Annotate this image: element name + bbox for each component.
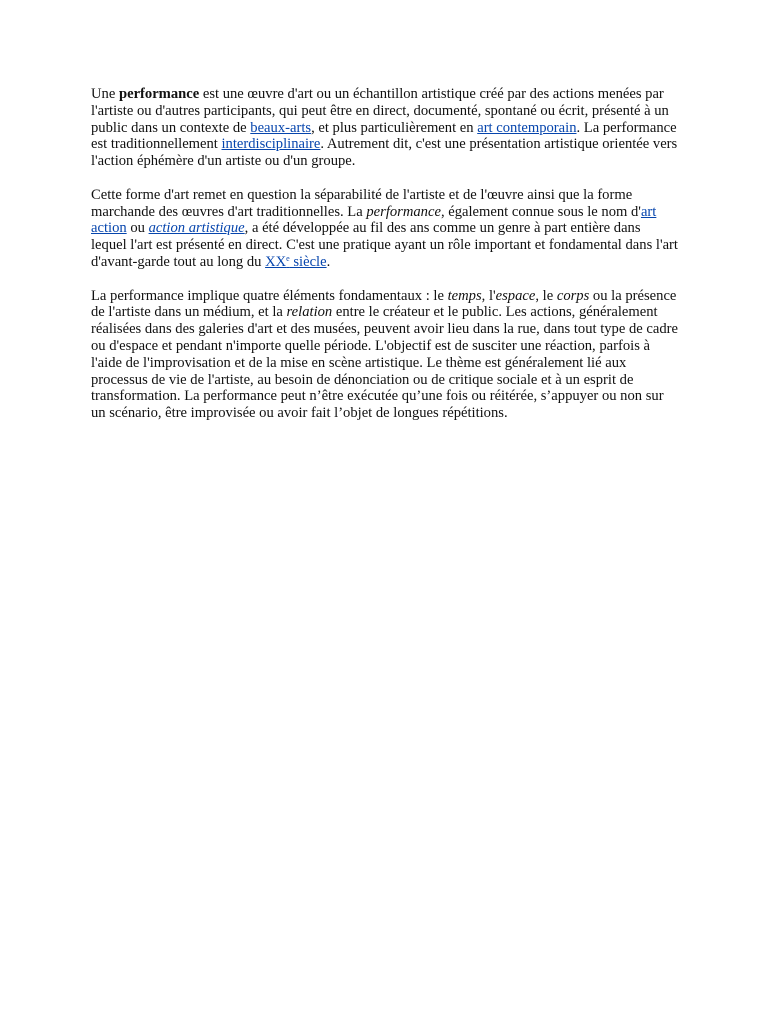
bold-term-performance: performance: [118, 86, 200, 102]
text-run: Cette forme d'art remet en question la séparabilité de l'artiste et de l'œuvre ainsi que la forme marchande des œuvres d'art traditionnelles. La: [91, 186, 633, 220]
link-art-contemporain[interactable]: art contemporain: [477, 119, 577, 136]
text-run: , a été développée au fil des ans comme un genre à part entière dans lequel l'art est présenté en direct. C'est une pratique ayant un rôle important et fondamental dans l'art d'avant-garde tout au long du: [91, 220, 678, 270]
text-run: Une: [91, 86, 119, 102]
document-body: [91, 86, 679, 439]
italic-term-espace: espace: [495, 287, 536, 304]
text-run: .: [326, 253, 331, 270]
text-run: , également connue sous le nom d': [440, 203, 641, 220]
link-siecle-text: siècle: [289, 253, 327, 270]
italic-term-corps: corps: [556, 287, 590, 304]
paragraph-art-form: [91, 187, 679, 271]
text-run: ou: [126, 220, 149, 237]
text-run: est une œuvre d'art ou un échantillon artistique créé par des actions menées par l'artiste ou d'autres participants, qui peut être en direct, documenté, spontané ou écrit, présenté à un public dans un contexte de: [91, 86, 669, 136]
paragraph-elements: [91, 288, 679, 422]
text-run: entre le créateur et le public. Les actions, généralement réalisées dans des galeries d'art et des musées, peuvent avoir lieu dans la rue, dans tout type de cadre ou d'espace et pendant n'importe quelle période. L'objectif est de susciter une réaction, parfois à l'aide de l'improvisation et de la mise en scène artistique. Le thème est généralement lié aux processus de vie de l'artiste, au besoin de dénonciation ou de critique sociale et à un esprit de transformation. La performance peut n’être exécutée qu’une fois ou réitérée, s’appuyer ou non sur un scénario, être improvisée ou avoir fait l’objet de longues répétitions.: [91, 304, 678, 422]
link-xx-text: XX: [265, 253, 287, 270]
link-beaux-arts[interactable]: beaux-arts: [250, 119, 312, 136]
text-run: , et plus particulièrement en: [311, 119, 478, 136]
link-interdisciplinaire[interactable]: interdisciplinaire: [221, 136, 321, 153]
link-art-action[interactable]: art action: [91, 203, 657, 237]
text-run: , l': [481, 287, 496, 304]
link-action-artistique-text: action artistique: [148, 220, 245, 237]
text-run: . Autrement dit, c'est une présentation artistique orientée vers l'action éphémère d'un artiste ou d'un groupe.: [91, 136, 678, 170]
paragraph-intro: [91, 86, 679, 170]
italic-term-temps: temps: [447, 287, 482, 304]
link-xx-siecle[interactable]: [265, 254, 327, 270]
text-run: ou la présence de l'artiste dans un médium, et la: [91, 287, 677, 321]
text-run: La performance implique quatre éléments fondamentaux : le: [91, 287, 448, 304]
text-run: , le: [535, 287, 557, 304]
link-action-artistique[interactable]: [149, 220, 245, 236]
text-run: . La performance est traditionnellement: [91, 119, 677, 153]
link-xx-superscript: e: [286, 253, 290, 263]
italic-term-performance: performance: [366, 203, 441, 220]
italic-term-relation: relation: [286, 304, 333, 321]
